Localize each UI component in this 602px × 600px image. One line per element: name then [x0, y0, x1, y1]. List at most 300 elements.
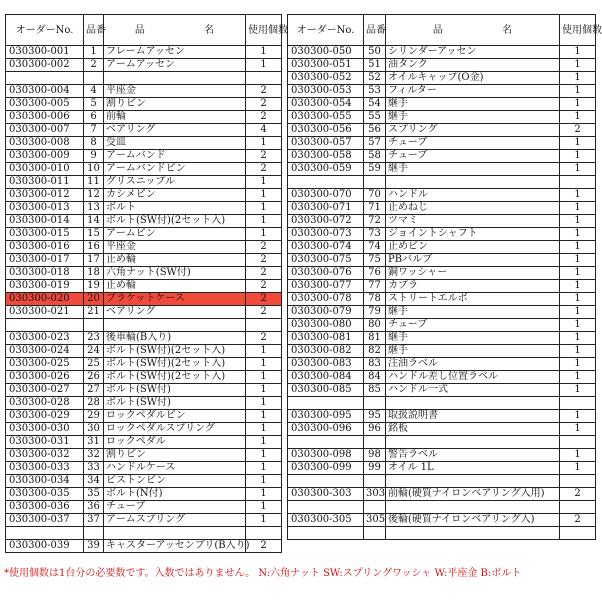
parts-table-right: [287, 14, 602, 540]
qty-cell: 2: [246, 293, 282, 306]
table-row: [288, 345, 596, 358]
part-name-cell: ボルト(N付): [104, 488, 246, 501]
part-no-cell: 36: [84, 501, 104, 514]
part-no-cell: 77: [364, 280, 386, 293]
qty-cell: 1: [246, 436, 282, 449]
part-no-cell: 55: [364, 111, 386, 124]
qty-cell: 1: [246, 46, 282, 59]
qty-cell: 1: [246, 514, 282, 527]
part-name-cell: ロックペダルスプリング: [104, 423, 246, 436]
part-no-cell: 56: [364, 124, 386, 137]
part-name-cell: 受皿: [104, 137, 246, 150]
part-no-cell: 51: [364, 59, 386, 72]
blank-row: [288, 176, 596, 189]
header-qty: 使用個数: [560, 15, 596, 46]
part-name-cell: アームバンドピン: [104, 163, 246, 176]
order-no-cell: 030300-070: [288, 189, 364, 202]
part-name-cell: 前輪(硬質ナイロンベアリング入用): [386, 488, 560, 501]
order-no-cell: 030300-037: [6, 514, 84, 527]
order-no-cell: 030300-058: [288, 150, 364, 163]
part-name-cell: 警告ラベル: [386, 449, 560, 462]
part-name-cell: グリスニップル: [104, 176, 246, 189]
qty-cell: [246, 72, 282, 85]
part-no-cell: [364, 527, 386, 540]
order-no-cell: 030300-018: [6, 267, 84, 280]
qty-cell: 1: [560, 319, 596, 332]
order-no-cell: 030300-007: [6, 124, 84, 137]
qty-cell: 1: [560, 423, 596, 436]
part-no-cell: 50: [364, 46, 386, 59]
part-name-cell: ベアリング: [104, 306, 246, 319]
blank-row: [6, 527, 282, 540]
part-no-cell: 32: [84, 449, 104, 462]
table-row: [6, 540, 282, 553]
table-row: [6, 410, 282, 423]
table-row: [6, 488, 282, 501]
qty-cell: 1: [246, 462, 282, 475]
parts-list-left: [6, 46, 282, 553]
order-no-cell: 030300-080: [288, 319, 364, 332]
parts-table-left: [5, 14, 288, 553]
qty-cell: 2: [246, 150, 282, 163]
part-no-cell: 303: [364, 488, 386, 501]
part-no-cell: 15: [84, 228, 104, 241]
qty-cell: 1: [560, 358, 596, 371]
qty-cell: 1: [560, 306, 596, 319]
qty-cell: 1: [246, 449, 282, 462]
order-no-cell: [6, 319, 84, 332]
part-no-cell: 82: [364, 345, 386, 358]
table-row: [288, 137, 596, 150]
part-name-cell: 取扱説明書: [386, 410, 560, 423]
table-row: [288, 332, 596, 345]
qty-cell: 2: [246, 540, 282, 553]
part-name-cell: ストリートエルボ: [386, 293, 560, 306]
qty-cell: 2: [560, 124, 596, 137]
qty-cell: 1: [560, 59, 596, 72]
part-no-cell: 39: [84, 540, 104, 553]
qty-cell: 1: [246, 488, 282, 501]
qty-cell: 2: [560, 488, 596, 501]
order-no-cell: 030300-305: [288, 514, 364, 527]
order-no-cell: 030300-095: [288, 410, 364, 423]
table-row: [6, 436, 282, 449]
blank-row: [288, 475, 596, 488]
part-name-cell: 平座金: [104, 85, 246, 98]
table-row: [288, 98, 596, 111]
part-no-cell: 70: [364, 189, 386, 202]
part-no-cell: 58: [364, 150, 386, 163]
qty-cell: 1: [560, 384, 596, 397]
qty-cell: 1: [560, 371, 596, 384]
part-no-cell: 95: [364, 410, 386, 423]
table-row: [6, 150, 282, 163]
table-row: [6, 241, 282, 254]
table-row: [6, 176, 282, 189]
part-name-cell: シリンダーアッセン: [386, 46, 560, 59]
part-no-cell: 4: [84, 85, 104, 98]
table-row: [288, 163, 596, 176]
part-name-cell: チューブ: [104, 501, 246, 514]
order-no-cell: 030300-020: [6, 293, 84, 306]
part-name-cell: フィルター: [386, 85, 560, 98]
part-no-cell: 17: [84, 254, 104, 267]
part-no-cell: 72: [364, 215, 386, 228]
table-row: [6, 228, 282, 241]
table-row: [6, 59, 282, 72]
table-row: [288, 462, 596, 475]
order-no-cell: 030300-019: [6, 280, 84, 293]
table-row: [6, 280, 282, 293]
part-no-cell: 57: [364, 137, 386, 150]
part-name-cell: [386, 527, 560, 540]
table-row: [6, 449, 282, 462]
qty-cell: 1: [246, 358, 282, 371]
part-no-cell: 21: [84, 306, 104, 319]
part-no-cell: 30: [84, 423, 104, 436]
part-no-cell: 74: [364, 241, 386, 254]
table-row: [6, 514, 282, 527]
part-name-cell: アームピン: [104, 228, 246, 241]
part-no-cell: 31: [84, 436, 104, 449]
order-no-cell: 030300-099: [288, 462, 364, 475]
part-no-cell: 96: [364, 423, 386, 436]
part-name-cell: ハンドル: [386, 189, 560, 202]
table-row: [6, 345, 282, 358]
part-name-cell: 割りピン: [104, 98, 246, 111]
blank-row: [288, 397, 596, 410]
order-no-cell: [288, 436, 364, 449]
part-no-cell: 27: [84, 384, 104, 397]
table-row: [6, 202, 282, 215]
part-no-cell: 12: [84, 189, 104, 202]
order-no-cell: 030300-082: [288, 345, 364, 358]
order-no-cell: [6, 527, 84, 540]
qty-cell: 1: [560, 46, 596, 59]
part-no-cell: 76: [364, 267, 386, 280]
table-row: [6, 267, 282, 280]
table-row: [6, 475, 282, 488]
part-no-cell: [84, 319, 104, 332]
part-name-cell: 六角ナット(SW付): [104, 267, 246, 280]
qty-cell: 2: [246, 111, 282, 124]
part-name-cell: [386, 176, 560, 189]
order-no-cell: 030300-024: [6, 345, 84, 358]
part-name-cell: 継手: [386, 98, 560, 111]
part-name-cell: ツマミ: [386, 215, 560, 228]
qty-cell: 1: [246, 59, 282, 72]
order-no-cell: 030300-017: [6, 254, 84, 267]
table-row: [6, 111, 282, 124]
qty-cell: 1: [560, 150, 596, 163]
part-no-cell: 1: [84, 46, 104, 59]
part-name-cell: 止めねじ: [386, 202, 560, 215]
part-name-cell: ブラケットケース: [104, 293, 246, 306]
order-no-cell: 030300-034: [6, 475, 84, 488]
qty-cell: 1: [246, 501, 282, 514]
order-no-cell: [288, 527, 364, 540]
order-no-cell: 030300-051: [288, 59, 364, 72]
part-no-cell: 73: [364, 228, 386, 241]
part-name-cell: キャスターアッセンブリ(B入り): [104, 540, 246, 553]
part-no-cell: 34: [84, 475, 104, 488]
part-no-cell: 35: [84, 488, 104, 501]
table-row: [288, 189, 596, 202]
part-no-cell: 29: [84, 410, 104, 423]
part-no-cell: 14: [84, 215, 104, 228]
part-no-cell: 23: [84, 332, 104, 345]
part-no-cell: 71: [364, 202, 386, 215]
part-name-cell: 継手: [386, 111, 560, 124]
qty-cell: 1: [246, 202, 282, 215]
qty-cell: [246, 527, 282, 540]
table-header-row: [6, 15, 282, 46]
order-no-cell: 030300-303: [288, 488, 364, 501]
table-row: [288, 293, 596, 306]
qty-cell: [560, 475, 596, 488]
footnote: *使用個数は1台分の必要数です。入数ではありません。 N:六角ナット SW:スプリングワッシャ W:平座金 B:ボルト: [4, 568, 522, 579]
order-no-cell: 030300-039: [6, 540, 84, 553]
table-row: [6, 98, 282, 111]
table-row: [6, 46, 282, 59]
table-row: [6, 124, 282, 137]
order-no-cell: 030300-077: [288, 280, 364, 293]
part-no-cell: 26: [84, 371, 104, 384]
part-no-cell: 78: [364, 293, 386, 306]
part-no-cell: 13: [84, 202, 104, 215]
order-no-cell: [288, 501, 364, 514]
qty-cell: 1: [560, 449, 596, 462]
order-no-cell: 030300-011: [6, 176, 84, 189]
part-no-cell: 10: [84, 163, 104, 176]
qty-cell: 1: [560, 202, 596, 215]
order-no-cell: 030300-079: [288, 306, 364, 319]
table-row: [288, 215, 596, 228]
order-no-cell: 030300-023: [6, 332, 84, 345]
qty-cell: 2: [246, 85, 282, 98]
qty-cell: 2: [246, 254, 282, 267]
part-no-cell: 84: [364, 371, 386, 384]
order-no-cell: 030300-056: [288, 124, 364, 137]
table-row: [288, 488, 596, 501]
qty-cell: 1: [246, 345, 282, 358]
part-no-cell: 37: [84, 514, 104, 527]
part-name-cell: フレームアッセン: [104, 46, 246, 59]
table-row: [6, 423, 282, 436]
order-no-cell: 030300-036: [6, 501, 84, 514]
part-name-cell: [104, 319, 246, 332]
qty-cell: 1: [246, 397, 282, 410]
part-name-cell: アームバンド: [104, 150, 246, 163]
header-order-no: オーダーNo.: [288, 15, 364, 46]
order-no-cell: 030300-006: [6, 111, 84, 124]
table-row: [288, 514, 596, 527]
table-row: [288, 72, 596, 85]
table-row: [288, 371, 596, 384]
qty-cell: 2: [246, 267, 282, 280]
qty-cell: 1: [560, 267, 596, 280]
table-row: [288, 267, 596, 280]
order-no-cell: 030300-009: [6, 150, 84, 163]
part-name-cell: [386, 436, 560, 449]
order-no-cell: 030300-016: [6, 241, 84, 254]
qty-cell: 2: [246, 332, 282, 345]
table-row: [288, 85, 596, 98]
order-no-cell: 030300-084: [288, 371, 364, 384]
qty-cell: 1: [560, 228, 596, 241]
qty-cell: 1: [560, 280, 596, 293]
part-no-cell: 24: [84, 345, 104, 358]
part-no-cell: 52: [364, 72, 386, 85]
table-row: [6, 358, 282, 371]
qty-cell: [560, 176, 596, 189]
order-no-cell: 030300-010: [6, 163, 84, 176]
order-no-cell: 030300-078: [288, 293, 364, 306]
table-row: [288, 150, 596, 163]
part-name-cell: 継手: [386, 306, 560, 319]
order-no-cell: 030300-059: [288, 163, 364, 176]
order-no-cell: [288, 475, 364, 488]
order-no-cell: 030300-027: [6, 384, 84, 397]
header-order-no: オーダーNo.: [6, 15, 84, 46]
table-row: [288, 241, 596, 254]
order-no-cell: 030300-001: [6, 46, 84, 59]
qty-cell: 1: [560, 72, 596, 85]
part-name-cell: ボルト(SW付): [104, 397, 246, 410]
part-no-cell: 305: [364, 514, 386, 527]
qty-cell: 1: [246, 189, 282, 202]
part-name-cell: 止め輪: [104, 280, 246, 293]
order-no-cell: 030300-057: [288, 137, 364, 150]
part-name-cell: [386, 397, 560, 410]
part-no-cell: 28: [84, 397, 104, 410]
part-name-cell: 割りピン: [104, 449, 246, 462]
qty-cell: 1: [560, 332, 596, 345]
qty-cell: 2: [246, 306, 282, 319]
qty-cell: [246, 319, 282, 332]
qty-cell: 1: [246, 410, 282, 423]
order-no-cell: 030300-026: [6, 371, 84, 384]
part-name-cell: 前輪: [104, 111, 246, 124]
part-no-cell: 81: [364, 332, 386, 345]
part-name-cell: ベアリング: [104, 124, 246, 137]
qty-cell: 1: [560, 137, 596, 150]
table-row: [288, 449, 596, 462]
part-no-cell: 53: [364, 85, 386, 98]
part-no-cell: [364, 475, 386, 488]
blank-row: [288, 501, 596, 514]
part-name-cell: ボルト(SW付)(2セット入): [104, 371, 246, 384]
part-name-cell: ハンドル一式: [386, 384, 560, 397]
part-no-cell: 59: [364, 163, 386, 176]
part-no-cell: 83: [364, 358, 386, 371]
part-no-cell: 16: [84, 241, 104, 254]
blank-row: [288, 527, 596, 540]
table-row: [6, 462, 282, 475]
table-row: [6, 332, 282, 345]
part-name-cell: ロックペダルピン: [104, 410, 246, 423]
qty-cell: 1: [560, 85, 596, 98]
part-name-cell: 継手: [386, 345, 560, 358]
table-row: [6, 501, 282, 514]
order-no-cell: 030300-029: [6, 410, 84, 423]
table-row: [288, 410, 596, 423]
order-no-cell: 030300-098: [288, 449, 364, 462]
order-no-cell: 030300-012: [6, 189, 84, 202]
part-name-cell: 銘板: [386, 423, 560, 436]
qty-cell: 1: [560, 189, 596, 202]
qty-cell: [560, 436, 596, 449]
part-no-cell: 11: [84, 176, 104, 189]
part-name-cell: ボルト(SW付)(2セット入): [104, 215, 246, 228]
order-no-cell: 030300-055: [288, 111, 364, 124]
table-row: [6, 397, 282, 410]
part-no-cell: 20: [84, 293, 104, 306]
order-no-cell: 030300-028: [6, 397, 84, 410]
part-name-cell: オイルキャップ(O金): [386, 72, 560, 85]
table-row: [288, 384, 596, 397]
part-name-cell: 後輪(硬質ナイロンベアリング入): [386, 514, 560, 527]
part-no-cell: [84, 72, 104, 85]
qty-cell: [560, 501, 596, 514]
part-name-cell: ボルト(SW付)(2セット入): [104, 345, 246, 358]
qty-cell: 1: [246, 228, 282, 241]
order-no-cell: 030300-074: [288, 241, 364, 254]
qty-cell: 2: [560, 514, 596, 527]
part-no-cell: 99: [364, 462, 386, 475]
order-no-cell: [288, 397, 364, 410]
order-no-cell: 030300-083: [288, 358, 364, 371]
table-row: [288, 111, 596, 124]
part-no-cell: 7: [84, 124, 104, 137]
qty-cell: 2: [246, 98, 282, 111]
order-no-cell: 030300-030: [6, 423, 84, 436]
table-row: [288, 202, 596, 215]
table-row: [288, 254, 596, 267]
part-no-cell: 8: [84, 137, 104, 150]
order-no-cell: 030300-073: [288, 228, 364, 241]
part-no-cell: 5: [84, 98, 104, 111]
order-no-cell: 030300-033: [6, 462, 84, 475]
order-no-cell: 030300-032: [6, 449, 84, 462]
part-no-cell: 54: [364, 98, 386, 111]
part-name-cell: ボルト(SW付)(2セット入): [104, 358, 246, 371]
part-name-cell: アームアッセン: [104, 59, 246, 72]
qty-cell: 2: [246, 163, 282, 176]
table-row: [6, 137, 282, 150]
header-name: 品 名: [386, 15, 560, 46]
part-no-cell: [364, 501, 386, 514]
qty-cell: 1: [560, 254, 596, 267]
part-name-cell: [386, 475, 560, 488]
part-no-cell: 75: [364, 254, 386, 267]
part-no-cell: 79: [364, 306, 386, 319]
order-no-cell: 030300-005: [6, 98, 84, 111]
part-name-cell: 継手: [386, 163, 560, 176]
order-no-cell: 030300-096: [288, 423, 364, 436]
part-name-cell: 銅ワッシャー: [386, 267, 560, 280]
part-name-cell: カプラ: [386, 280, 560, 293]
qty-cell: 1: [560, 163, 596, 176]
table-row: [6, 189, 282, 202]
blank-row: [6, 72, 282, 85]
qty-cell: 4: [246, 124, 282, 137]
qty-cell: 1: [246, 371, 282, 384]
qty-cell: 1: [560, 410, 596, 423]
header-part-no: 品番: [84, 15, 104, 46]
table-row: [288, 124, 596, 137]
qty-cell: 1: [246, 176, 282, 189]
